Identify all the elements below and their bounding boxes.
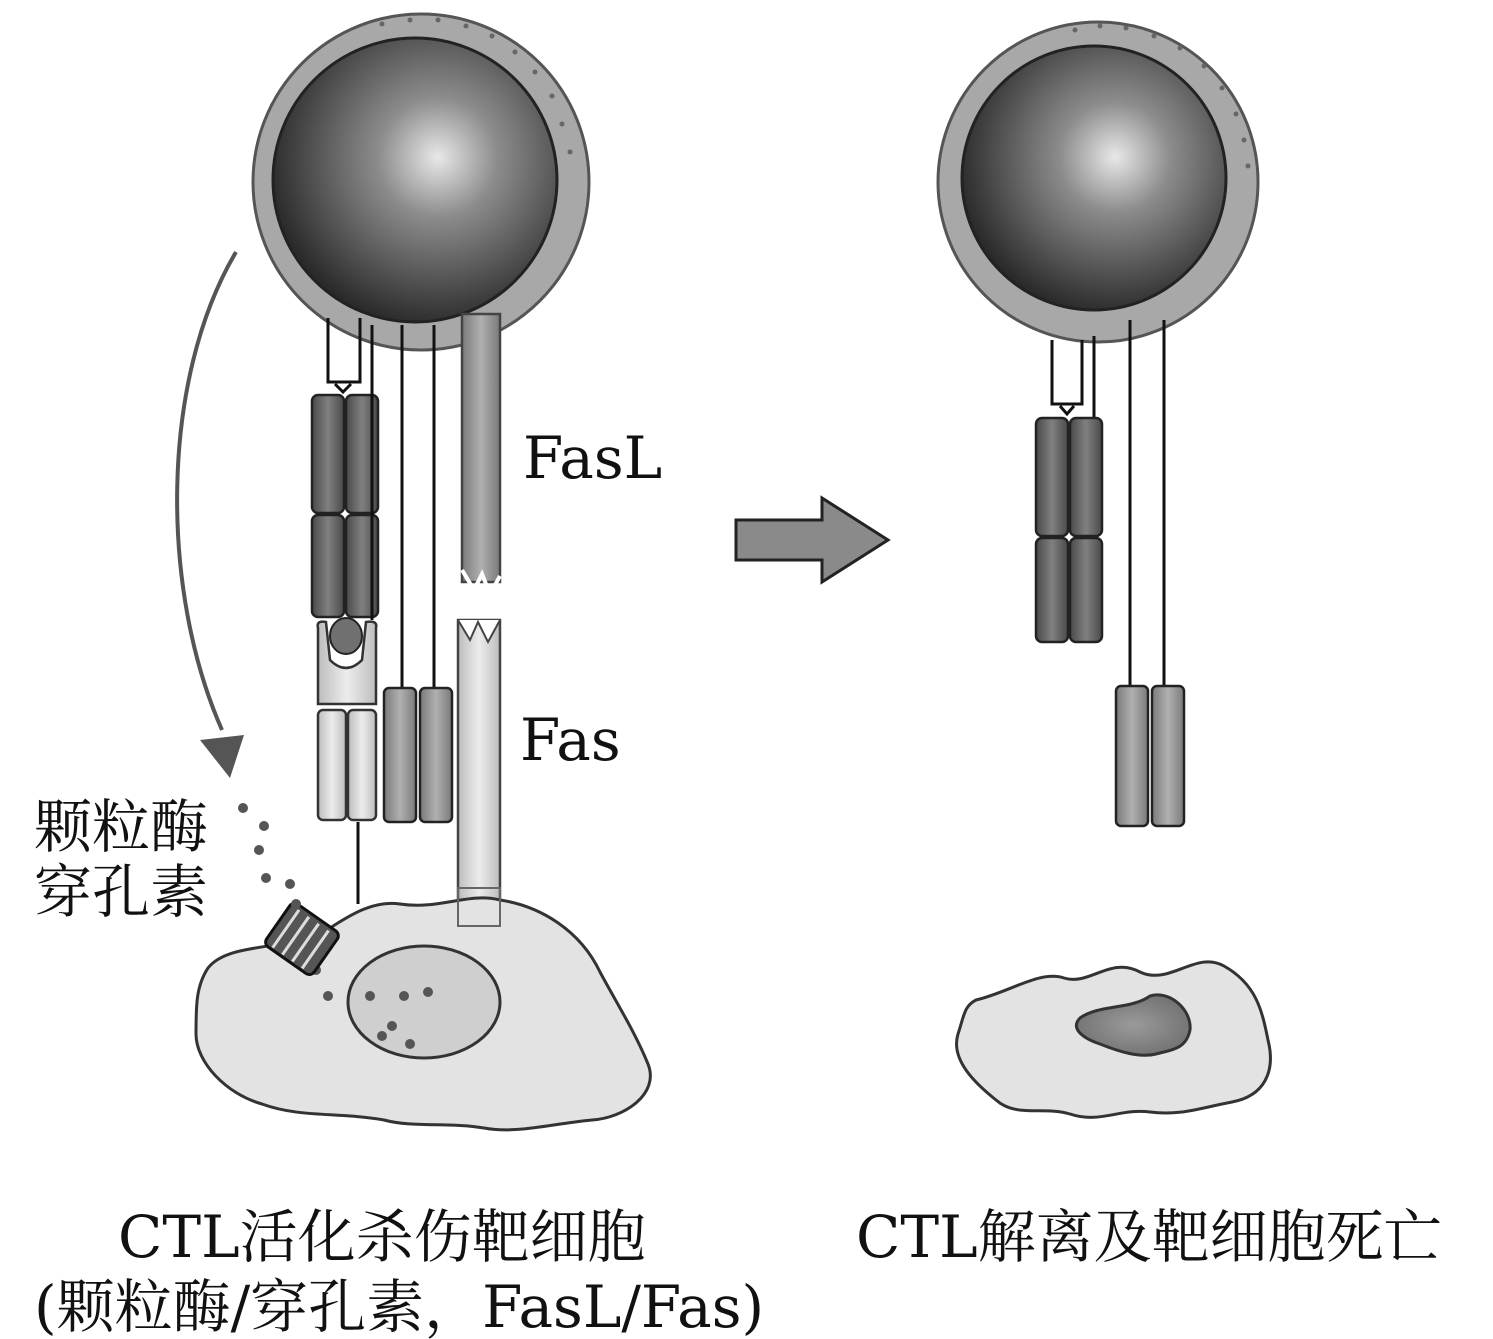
peptide-antigen <box>330 618 362 654</box>
granzyme-label: 颗粒酶 <box>34 793 209 861</box>
coreceptor-domains <box>384 688 452 822</box>
fasl-label: FasL <box>523 424 663 492</box>
right-ctl-cell <box>938 22 1258 342</box>
right-caption: CTL解离及靶细胞死亡 <box>856 1203 1442 1271</box>
perforin-label: 穿孔素 <box>34 858 209 926</box>
left-ctl-cell <box>253 14 589 350</box>
granule-release-arrow <box>177 252 244 778</box>
target-cell-nucleus <box>348 946 500 1058</box>
left-tcr-domains <box>312 395 378 617</box>
fasl-molecule <box>462 314 500 582</box>
right-ctl-nucleus <box>962 46 1226 310</box>
left-target-cell <box>196 803 650 1130</box>
left-ctl-nucleus <box>273 38 557 322</box>
right-dead-target-cell <box>957 962 1271 1118</box>
transition-arrow <box>736 498 888 582</box>
left-caption-line1: CTL活化杀伤靶细胞 <box>118 1203 646 1271</box>
right-tcr-domains <box>1036 418 1102 642</box>
fas-label: Fas <box>520 706 621 774</box>
fas-molecule <box>458 620 500 926</box>
right-coreceptor-domains <box>1116 686 1184 826</box>
fasl-fas-column <box>458 314 500 926</box>
granule-dots-path <box>238 803 301 909</box>
left-caption-line2: (颗粒酶/穿孔素，FasL/Fas) <box>34 1273 765 1339</box>
